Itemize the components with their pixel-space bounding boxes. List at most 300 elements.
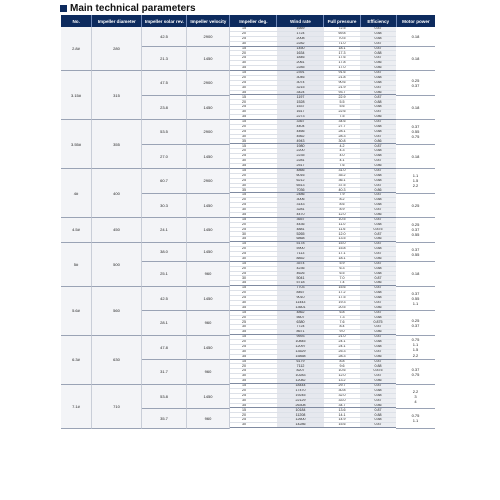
efficiency-value: 0.87 xyxy=(360,169,396,174)
wind-rate-value: 17470 xyxy=(277,389,324,394)
impeller-deg-value: 30 xyxy=(230,276,277,281)
wind-rate-value: 15858 xyxy=(277,355,324,360)
wind-rate-value: 1528 xyxy=(277,100,324,105)
motor-power-cell xyxy=(396,311,435,336)
wind-rate-value: 2285 xyxy=(277,66,324,71)
impeller-deg-value: 15 xyxy=(230,47,277,52)
motor-power-cell xyxy=(396,409,435,429)
impeller-deg-value: 35 xyxy=(230,404,277,409)
efficiency-value: 0.87 xyxy=(360,350,396,355)
impeller-deg-value: 20 xyxy=(230,389,277,394)
efficiency-value: 0.88 xyxy=(360,364,396,369)
motor-power-value: 1.1 xyxy=(412,301,419,307)
impeller-deg-value: 15 xyxy=(230,384,277,389)
impeller-deg-value: 35 xyxy=(230,281,277,286)
full-pressure-value: 9.0 xyxy=(324,330,360,335)
impeller-velocity-value: 1450 xyxy=(187,47,230,72)
model-number: 7.1# xyxy=(61,385,92,429)
motor-power-cell xyxy=(396,194,435,219)
wind-rate-value: 8467 xyxy=(277,291,324,296)
impeller-deg-value: 25 xyxy=(230,203,277,208)
wind-rate-value: 6179 xyxy=(277,360,324,365)
full-pressure-value: 25.3 xyxy=(324,350,360,355)
full-pressure-value: 17.1 xyxy=(324,252,360,257)
efficiency-value: 0.86 xyxy=(360,306,396,311)
wind-rate-value: 4562 xyxy=(277,135,324,140)
efficiency-value: 0.88 xyxy=(360,105,396,110)
motor-power-value: 0.37 xyxy=(411,322,420,328)
impeller-deg-value: 15 xyxy=(230,262,277,267)
full-pressure-value: 21.0 xyxy=(324,335,360,340)
motor-power-value: 0.18 xyxy=(411,104,420,110)
impeller-deg-value: 20 xyxy=(230,76,277,81)
motor-power-value: 0.25 xyxy=(411,202,420,208)
impeller-deg-value: 30 xyxy=(230,135,277,140)
wind-rate-value: 4943 xyxy=(277,139,324,144)
wind-rate-value: 9010 xyxy=(277,296,324,301)
full-pressure-value: 9.6 xyxy=(324,364,360,369)
wind-rate-value: 1669 xyxy=(277,27,324,32)
impeller-velocity-value: 1450 xyxy=(187,243,230,263)
impeller-deg-value: 20 xyxy=(230,32,277,37)
full-pressure-value: 28.3 xyxy=(324,135,360,140)
impeller-velocity-value: 960 xyxy=(187,311,230,336)
table-body xyxy=(61,27,435,429)
efficiency-value: 0.87 xyxy=(360,144,396,149)
efficiency-value: 0.86 xyxy=(360,66,396,71)
efficiency-value: 0.87 xyxy=(360,120,396,125)
impeller-deg-value: 15 xyxy=(230,360,277,365)
impeller-deg-value: 35 xyxy=(230,213,277,218)
full-pressure-value: 36.1 xyxy=(324,179,360,184)
wind-rate-value: 2282 xyxy=(277,42,324,47)
impeller-solar-rev-value: 42.5 xyxy=(142,27,187,47)
efficiency-value: 0.86 xyxy=(360,213,396,218)
efficiency-value: 0.87 xyxy=(360,135,396,140)
impeller-solar-rev-value: 25.1 xyxy=(142,262,187,287)
full-pressure-value: 7.4 xyxy=(324,281,360,286)
impeller-deg-value: 35 xyxy=(230,188,277,193)
motor-power-value: 3 xyxy=(414,393,417,399)
impeller-deg-value: 30 xyxy=(230,257,277,262)
model-number: 2.8# xyxy=(61,27,92,71)
wind-rate-value: 5041 xyxy=(277,276,324,281)
wind-rate-value: 5718 xyxy=(277,281,324,286)
impeller-deg-value: 20 xyxy=(230,100,277,105)
full-pressure-value: 13.2 xyxy=(324,379,360,384)
impeller-deg-value: 35 xyxy=(230,237,277,242)
impeller-deg-value: 25 xyxy=(230,56,277,61)
wind-rate-value: 4470 xyxy=(277,213,324,218)
efficiency-value: 0.87 xyxy=(360,95,396,100)
impeller-deg-value: 30 xyxy=(230,159,277,164)
full-pressure-value: 11.0 xyxy=(324,223,360,228)
efficiency-value: 0.88 xyxy=(360,389,396,394)
motor-power-value: 0.55 xyxy=(411,232,420,238)
wind-rate-value: 14286 xyxy=(277,423,324,428)
full-pressure-value: 17.5 xyxy=(324,296,360,301)
motor-power-cell xyxy=(396,27,435,47)
column-motor-power xyxy=(396,27,435,429)
efficiency-value: 0.88 xyxy=(360,291,396,296)
model-number: 4.5# xyxy=(61,218,92,243)
impeller-deg-value: 15 xyxy=(230,242,277,247)
full-pressure-value: 4.1 xyxy=(324,159,360,164)
wind-rate-value: 7036 xyxy=(277,188,324,193)
full-pressure-value: 22.9 xyxy=(324,95,360,100)
impeller-deg-value: 15 xyxy=(230,408,277,413)
wind-rate-value: 4866 xyxy=(277,169,324,174)
wind-rate-value: 5265 xyxy=(277,232,324,237)
impeller-deg-value: 25 xyxy=(230,320,277,325)
column-wind-rate xyxy=(277,27,324,429)
full-pressure-value: 5.6 xyxy=(324,105,360,110)
full-pressure-value: 21.9 xyxy=(324,86,360,91)
motor-power-value: 2.2 xyxy=(412,352,419,358)
impeller-deg-value: 20 xyxy=(230,223,277,228)
efficiency-value: 0.88 xyxy=(360,81,396,86)
column-impeller-deg xyxy=(230,27,277,429)
efficiency-value: 0.87 xyxy=(360,110,396,115)
impeller-deg-value: 35 xyxy=(230,306,277,311)
full-pressure-value: 40.3 xyxy=(324,188,360,193)
impeller-velocity-value: 1450 xyxy=(187,194,230,219)
wind-rate-value: 2281 xyxy=(277,159,324,164)
wind-rate-value: 5607 xyxy=(277,316,324,321)
impeller-deg-value: 35 xyxy=(230,330,277,335)
impeller-deg-value: 25 xyxy=(230,81,277,86)
full-pressure-value: 30.8 xyxy=(324,139,360,144)
full-pressure-value: 18.1 xyxy=(324,47,360,52)
wind-rate-value: 1846 xyxy=(277,56,324,61)
efficiency-value: 0.87 xyxy=(360,262,396,267)
wind-rate-value: 6513 xyxy=(277,184,324,189)
model-number: 6.3# xyxy=(61,336,92,385)
motor-power-value: 0.37 xyxy=(411,290,420,296)
motor-power-cell xyxy=(396,287,435,312)
impeller-deg-value: 30 xyxy=(230,110,277,115)
efficiency-value: 0.87 xyxy=(360,408,396,413)
impeller-deg-value: 25 xyxy=(230,252,277,257)
column-impeller-velocity xyxy=(187,27,230,429)
motor-power-cell xyxy=(396,385,435,410)
impeller-deg-value: 20 xyxy=(230,267,277,272)
impeller-deg-value: 15 xyxy=(230,218,277,223)
full-pressure-value: 27.7 xyxy=(324,125,360,130)
impeller-deg-value: 30 xyxy=(230,42,277,47)
impeller-diameter-value: 710 xyxy=(92,385,142,429)
column-full-pressure xyxy=(324,27,360,429)
impeller-deg-value: 15 xyxy=(230,71,277,76)
full-pressure-value: 21.8 xyxy=(324,76,360,81)
motor-power-value: 0.75 xyxy=(411,371,420,377)
efficiency-value: 0.88 xyxy=(360,198,396,203)
full-pressure-value: 5.5 xyxy=(324,100,360,105)
full-pressure-value: 69.8 xyxy=(324,32,360,37)
full-pressure-value: 6.8 xyxy=(324,311,360,316)
impeller-deg-value: 15 xyxy=(230,335,277,340)
model-number: 3.15# xyxy=(61,71,92,120)
impeller-deg-value: 35 xyxy=(230,355,277,360)
header-motor-power: Motor power xyxy=(402,18,430,24)
efficiency-value: 0.87 xyxy=(360,242,396,247)
motor-power-value: 0.75 xyxy=(411,413,420,419)
efficiency-value: 0.86 xyxy=(360,355,396,360)
table-header xyxy=(61,15,435,27)
impeller-deg-value: 30 xyxy=(230,208,277,213)
efficiency-value: 0.88 xyxy=(360,267,396,272)
full-pressure-value: 7.6 xyxy=(324,320,360,325)
wind-rate-value: 3006 xyxy=(277,198,324,203)
wind-rate-value: 3657 xyxy=(277,218,324,223)
wind-rate-value: 1724 xyxy=(277,32,324,37)
wind-rate-value: 4236 xyxy=(277,267,324,272)
impeller-velocity-value: 1450 xyxy=(187,145,230,170)
section-title: Main technical parameters xyxy=(70,2,196,14)
impeller-deg-value: 30 xyxy=(230,86,277,91)
impeller-solar-rev-value: 31.7 xyxy=(142,360,187,385)
motor-power-value: 0.37 xyxy=(411,246,420,252)
motor-power-value: 0.37 xyxy=(411,227,420,233)
efficiency-value: 0.88 xyxy=(360,203,396,208)
impeller-solar-rev-value: 21.3 xyxy=(142,47,187,72)
motor-power-cell xyxy=(396,47,435,72)
efficiency-value: 0.87 xyxy=(360,71,396,76)
impeller-deg-value: 25 xyxy=(230,418,277,423)
efficiency-value: 0.87 xyxy=(360,218,396,223)
full-pressure-value: 6.5 xyxy=(324,272,360,277)
efficiency-value: 0.875 xyxy=(360,228,396,233)
full-pressure-value: 14.1 xyxy=(324,413,360,418)
wind-rate-value: 1617 xyxy=(277,110,324,115)
full-pressure-value: 4.3 xyxy=(324,149,360,154)
wind-rate-value: 3367 xyxy=(277,120,324,125)
impeller-solar-rev-value: 47.5 xyxy=(142,71,187,96)
impeller-solar-rev-value: 53.8 xyxy=(142,385,187,410)
full-pressure-value: 17.8 xyxy=(324,61,360,66)
wind-rate-value: 3281 xyxy=(277,208,324,213)
impeller-diameter-value: 450 xyxy=(92,218,142,243)
impeller-deg-value: 25 xyxy=(230,105,277,110)
motor-power-value: 0.55 xyxy=(411,129,420,135)
full-pressure-value: 8.6 xyxy=(324,203,360,208)
efficiency-value: 0.88 xyxy=(360,76,396,81)
impeller-deg-value: 25 xyxy=(230,179,277,184)
motor-power-value: 4 xyxy=(414,399,417,405)
impeller-solar-rev-value: 28.1 xyxy=(142,311,187,336)
wind-rate-value: 1197 xyxy=(277,95,324,100)
motor-power-cell xyxy=(396,360,435,385)
full-pressure-value: 12.0 xyxy=(324,374,360,379)
efficiency-value: 0.86 xyxy=(360,115,396,120)
efficiency-value: 0.86 xyxy=(360,257,396,262)
impeller-velocity-value: 1450 xyxy=(187,96,230,121)
header-wind-rate: Wind rate xyxy=(277,15,324,27)
motor-power-cell xyxy=(396,145,435,170)
efficiency-value: 0.87 xyxy=(360,311,396,316)
impeller-deg-value: 30 xyxy=(230,184,277,189)
efficiency-value: 0.88 xyxy=(360,179,396,184)
full-pressure-value: 4.2 xyxy=(324,144,360,149)
efficiency-value: 0.87 xyxy=(360,423,396,428)
motor-power-value: 1.1 xyxy=(412,418,419,424)
efficiency-value: 0.87 xyxy=(360,42,396,47)
impeller-velocity-value: 960 xyxy=(187,262,230,287)
motor-power-value: 0.25 xyxy=(411,317,420,323)
motor-power-cell xyxy=(396,96,435,121)
wind-rate-value: 6868 xyxy=(277,237,324,242)
efficiency-value: 0.87 xyxy=(360,335,396,340)
efficiency-value: 0.87 xyxy=(360,325,396,330)
efficiency-value: 0.87 xyxy=(360,252,396,257)
wind-rate-value: 2061 xyxy=(277,61,324,66)
wind-rate-value: 2486 xyxy=(277,193,324,198)
wind-rate-value: 2273 xyxy=(277,115,324,120)
impeller-deg-value: 30 xyxy=(230,350,277,355)
full-pressure-value: 91.6 xyxy=(324,71,360,76)
full-pressure-value: 28.3 xyxy=(324,355,360,360)
efficiency-value: 0.88 xyxy=(360,154,396,159)
full-pressure-value: 72.5 xyxy=(324,27,360,32)
wind-rate-value: 12082 xyxy=(277,379,324,384)
full-pressure-value: 15.6 xyxy=(324,286,360,291)
section-title-row xyxy=(60,2,196,14)
wind-rate-value: 5178 xyxy=(277,242,324,247)
wind-rate-value: 10184 xyxy=(277,408,324,413)
impeller-deg-value: 20 xyxy=(230,174,277,179)
motor-power-cell xyxy=(396,262,435,287)
full-pressure-value: 24.1 xyxy=(324,340,360,345)
efficiency-value: 0.86 xyxy=(360,379,396,384)
efficiency-value: 0.88 xyxy=(360,247,396,252)
efficiency-value: 0.87 xyxy=(360,208,396,213)
full-pressure-value: 7.0 xyxy=(324,276,360,281)
full-pressure-value: 14.9 xyxy=(324,418,360,423)
wind-rate-value: 6380 xyxy=(277,320,324,325)
efficiency-value: 0.88 xyxy=(360,345,396,350)
efficiency-value: 0.87 xyxy=(360,286,396,291)
full-pressure-value: 12.0 xyxy=(324,232,360,237)
wind-rate-value: 11208 xyxy=(277,413,324,418)
impeller-solar-rev-value: 47.8 xyxy=(142,336,187,361)
model-number: 3.55# xyxy=(61,120,92,169)
full-pressure-value: 11.6 xyxy=(324,228,360,233)
motor-power-value: 0.37 xyxy=(411,82,420,88)
motor-power-value: 0.18 xyxy=(411,271,420,277)
header-efficiency: Efficiency xyxy=(361,15,397,27)
wind-rate-value: 7113 xyxy=(277,252,324,257)
impeller-deg-value: 15 xyxy=(230,95,277,100)
impeller-deg-value: 25 xyxy=(230,369,277,374)
wind-rate-value: 7724 xyxy=(277,325,324,330)
efficiency-value: 0.87 xyxy=(360,27,396,32)
column-efficiency xyxy=(360,27,396,429)
efficiency-value: 0.87 xyxy=(360,184,396,189)
motor-power-value: 0.55 xyxy=(411,295,420,301)
column-no xyxy=(61,27,92,429)
impeller-velocity-value: 2900 xyxy=(187,169,230,194)
impeller-solar-rev-value: 60.7 xyxy=(142,169,187,194)
impeller-deg-value: 20 xyxy=(230,413,277,418)
impeller-velocity-value: 2900 xyxy=(187,120,230,145)
full-pressure-value: 17.6 xyxy=(324,56,360,61)
efficiency-value: 0.87 xyxy=(360,56,396,61)
efficiency-value: 0.86 xyxy=(360,404,396,409)
impeller-deg-value: 20 xyxy=(230,198,277,203)
wind-rate-value: 2200 xyxy=(277,149,324,154)
wind-rate-value: 10845 xyxy=(277,340,324,345)
impeller-deg-value: 20 xyxy=(230,125,277,130)
wind-rate-value: 7703 xyxy=(277,286,324,291)
full-pressure-value: 37.5 xyxy=(324,184,360,189)
impeller-diameter-value: 500 xyxy=(92,243,142,287)
wind-rate-value: 12600 xyxy=(277,418,324,423)
efficiency-value: 0.875 xyxy=(360,369,396,374)
impeller-deg-value: 15 xyxy=(230,120,277,125)
impeller-deg-value: 35 xyxy=(230,139,277,144)
efficiency-value: 0.88 xyxy=(360,37,396,42)
impeller-velocity-value: 2900 xyxy=(187,71,230,96)
header-full-pressure: Full pressure xyxy=(324,15,360,27)
motor-power-cell xyxy=(396,71,435,96)
full-pressure-value: 90.6 xyxy=(324,81,360,86)
wind-rate-value: 2391 xyxy=(277,71,324,76)
wind-rate-value: 8671 xyxy=(277,330,324,335)
impeller-deg-value: 35 xyxy=(230,91,277,96)
impeller-solar-rev-value: 27.0 xyxy=(142,145,187,170)
full-pressure-value: 17.2 xyxy=(324,291,360,296)
wind-rate-value: 22129 xyxy=(277,399,324,404)
motor-power-value: 1.1 xyxy=(412,342,419,348)
impeller-diameter-value: 315 xyxy=(92,71,142,120)
efficiency-value: 0.86 xyxy=(360,139,396,144)
impeller-deg-value: 25 xyxy=(230,296,277,301)
impeller-deg-value: 35 xyxy=(230,115,277,120)
impeller-deg-value: 15 xyxy=(230,286,277,291)
full-pressure-value: 7.6 xyxy=(324,164,360,169)
impeller-deg-value: 35 xyxy=(230,164,277,169)
full-pressure-value: 17.0 xyxy=(324,66,360,71)
square-bullet-icon xyxy=(60,5,67,12)
motor-power-value: 0.75 xyxy=(411,134,420,140)
motor-power-value: 0.25 xyxy=(411,77,420,83)
wind-rate-value: 4626 xyxy=(277,272,324,277)
full-pressure-value: 34.6 xyxy=(324,120,360,125)
efficiency-value: 0.87 xyxy=(360,86,396,91)
full-pressure-value: 13.6 xyxy=(324,408,360,413)
efficiency-value: 0.88 xyxy=(360,174,396,179)
impeller-deg-value: 20 xyxy=(230,291,277,296)
full-pressure-value: 10.5 xyxy=(324,218,360,223)
impeller-deg-value: 20 xyxy=(230,51,277,56)
motor-power-value: 0.55 xyxy=(411,251,420,257)
impeller-solar-rev-value: 23.8 xyxy=(142,96,187,121)
full-pressure-value: 31.0 xyxy=(324,169,360,174)
full-pressure-value: 20.5 xyxy=(324,306,360,311)
impeller-deg-value: 25 xyxy=(230,272,277,277)
full-pressure-value: 17.3 xyxy=(324,51,360,56)
full-pressure-value: 15.0 xyxy=(324,242,360,247)
efficiency-value: 0.88 xyxy=(360,149,396,154)
wind-rate-value: 19245 xyxy=(277,394,324,399)
wind-rate-value: 3424 xyxy=(277,91,324,96)
motor-power-cell xyxy=(396,336,435,361)
efficiency-value: 0.88 xyxy=(360,130,396,135)
full-pressure-value: 8.4 xyxy=(324,325,360,330)
motor-power-value: 0.37 xyxy=(411,124,420,130)
efficiency-value: 0.87 xyxy=(360,384,396,389)
impeller-deg-value: 20 xyxy=(230,247,277,252)
